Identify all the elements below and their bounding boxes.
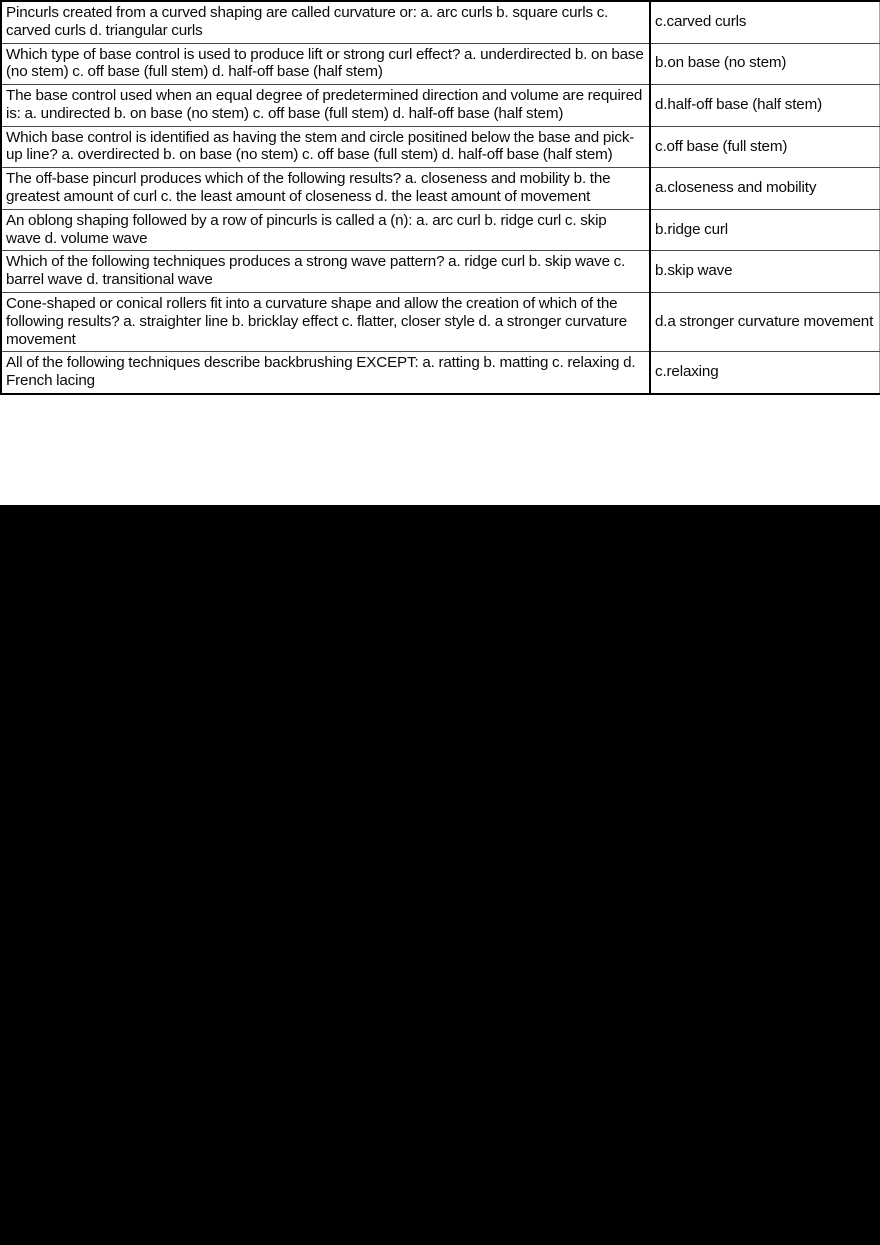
answer-cell: c.off base (full stem) <box>650 126 879 168</box>
answer-cell: b.skip wave <box>650 251 879 293</box>
table-row <box>1 352 879 394</box>
table-row <box>1 126 879 168</box>
question-cell: An oblong shaping followed by a row of pincurls is called a (n): a. arc curl b. ridge curl c. skip wave d. volume wave <box>1 209 650 251</box>
answer-cell: c.relaxing <box>650 352 879 394</box>
table-row <box>1 292 879 351</box>
black-filler-band <box>0 505 880 1245</box>
question-answer-table <box>0 0 880 395</box>
question-cell: Which of the following techniques produces a strong wave pattern? a. ridge curl b. skip wave c. barrel wave d. transitional wave <box>1 251 650 293</box>
question-cell: The base control used when an equal degree of predetermined direction and volume are required is: a. undirected b. on base (no stem) c. off base (full stem) d. half-off base (half stem) <box>1 85 650 127</box>
quiz-table-container <box>0 0 880 395</box>
answer-cell: a.closeness and mobility <box>650 168 879 210</box>
question-cell: Which base control is identified as having the stem and circle positined below the base and pick-up line? a. overdirected b. on base (no stem) c. off base (full stem) d. half-off base (half stem) <box>1 126 650 168</box>
question-cell: All of the following techniques describe backbrushing EXCEPT: a. ratting b. matting c. relaxing d. French lacing <box>1 352 650 394</box>
table-row <box>1 43 879 85</box>
table-row <box>1 251 879 293</box>
answer-cell: d.half-off base (half stem) <box>650 85 879 127</box>
table-body <box>1 1 879 394</box>
table-row <box>1 168 879 210</box>
question-cell: Pincurls created from a curved shaping are called curvature or: a. arc curls b. square curls c. carved curls d. triangular curls <box>1 1 650 43</box>
question-cell: Which type of base control is used to produce lift or strong curl effect? a. underdirected b. on base (no stem) c. off base (full stem) d. half-off base (half stem) <box>1 43 650 85</box>
answer-cell: b.ridge curl <box>650 209 879 251</box>
table-row <box>1 85 879 127</box>
question-cell: The off-base pincurl produces which of the following results? a. closeness and mobility b. the greatest amount of curl c. the least amount of closeness d. the least amount of movement <box>1 168 650 210</box>
table-row <box>1 1 879 43</box>
answer-cell: b.on base (no stem) <box>650 43 879 85</box>
answer-cell: d.a stronger curvature movement <box>650 292 879 351</box>
table-row <box>1 209 879 251</box>
question-cell: Cone-shaped or conical rollers fit into a curvature shape and allow the creation of which of the following results? a. straighter line b. bricklay effect c. flatter, closer style d. a stronger curvature movement <box>1 292 650 351</box>
answer-cell: c.carved curls <box>650 1 879 43</box>
